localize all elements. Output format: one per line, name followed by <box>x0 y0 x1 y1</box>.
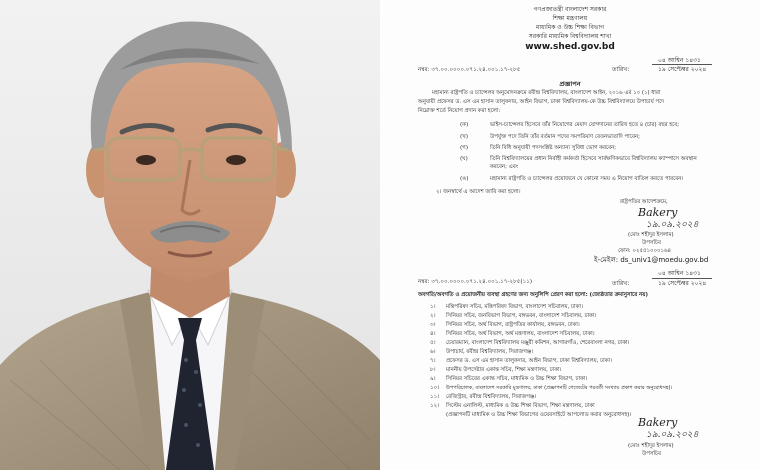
list-number: ৪। <box>430 331 436 337</box>
condition-text: করবেন; এবং <box>490 164 519 170</box>
list-item: সিনিয়র সচিব, অর্থ বিভাগ, অর্থ মন্ত্রণালয়, বাংলাদেশ সচিবালয়, ঢাকা। <box>446 331 595 337</box>
list-number: ৫। <box>430 340 436 346</box>
condition-number: (ক) <box>460 122 469 128</box>
list-number: ১১। <box>430 394 440 400</box>
list-item: প্রফেসর ড. এস এম হাসান তালুকদার, আইন বিভাগ, ঢাকা বিশ্ববিদ্যালয়, ঢাকা। <box>446 358 612 364</box>
list-item: মাননীয় উপদেষ্টার একান্ত সচিব, শিক্ষা মন্ত্রণালয়, ঢাকা। <box>446 367 562 373</box>
header-line-2: শিক্ষা মন্ত্রণালয় <box>552 15 588 22</box>
date-english-2: ১৯ সেপ্টেম্বর ২০২৪ <box>658 280 707 287</box>
signer-name-2: (মোঃ শহীদুর ইসলাম) <box>628 443 674 449</box>
condition-number: (ঘ) <box>460 156 468 162</box>
by-order-text: রাষ্ট্রপতির আদেশক্রমে, <box>620 199 668 205</box>
list-number: ৭। <box>430 358 436 364</box>
list-item: (প্রজ্ঞাপনটি মাধ্যমিক ও উচ্চ শিক্ষা বিভাগের ওয়েবসাইটে আপলোড করার অনুরোধসহ)। <box>446 412 632 418</box>
list-number: ৬। <box>430 349 436 355</box>
date-label: তারিখ: <box>612 66 630 73</box>
date-divider <box>652 64 712 65</box>
signer-name: (মোঃ শহীদুর ইসলাম) <box>628 232 674 238</box>
signature-scribble: Bakery <box>638 206 678 219</box>
notification-title: প্রজ্ঞাপন <box>559 80 581 88</box>
condition-number: (ঙ) <box>460 176 469 182</box>
condition-number: (খ) <box>460 134 469 140</box>
phone-number: ফোন: ০২৫৫১০০০১৬৪ <box>618 248 671 254</box>
date-divider-2 <box>652 278 712 279</box>
list-number: ১। <box>430 304 436 310</box>
signer-title: উপসচিব <box>642 240 661 246</box>
list-item: মন্ত্রিপরিষদ সচিব, মন্ত্রিপরিষদ বিভাগ, বাংলাদেশ সচিবালয়, ঢাকা। <box>446 304 583 310</box>
header-line-3: মাধ্যমিক ও উচ্চ শিক্ষা বিভাগ <box>535 24 605 31</box>
list-item: সিনিয়র সচিব, জনবিভাগ বিভাগ, বঙ্গভবন, বাংলাদেশ সচিবালয়, ঢাকা। <box>446 313 597 319</box>
list-item: সিনিয়র সচিব, অর্থ বিভাগ, রাষ্ট্রপতির কার্যালয়, বঙ্গভবন, ঢাকা। <box>446 322 580 328</box>
list-number: ২। <box>430 313 436 319</box>
condition-number: (গ) <box>460 145 469 151</box>
condition-text: ভাইস-চ্যান্সেলর হিসেবে তাঁর নিয়োগের মেয়াদ যোগদানের তারিখ হতে ৪ (চার) বছর হবে; <box>490 122 680 128</box>
signature-date: ১৯.০৯.২০২৪ <box>646 220 699 230</box>
paragraph-2: ২। জনস্বার্থে এ আদেশ জারি করা হলো। <box>436 189 521 195</box>
condition-text: মহামান্য রাষ্ট্রপতি ও চ্যান্সেলর প্রয়োজনে যে কোনো সময় এ নিয়োগ বাতিল করতে পারবেন। <box>490 176 684 182</box>
list-number: ১২। <box>430 403 440 409</box>
distribution-title: অবগতি/অবগতি ও প্রয়োজনীয় ব্যবস্থা গ্রহণের জন্য অনুলিপি প্রেরণ করা হলো: (জ্যেষ্ঠতার ক্রমানুসারে নয়) <box>418 292 648 298</box>
date-bangla: ০৪ আশ্বিন ১৪৩১ <box>658 57 701 64</box>
signature-date-2: ১৯.০৯.২০২৪ <box>646 430 699 440</box>
memo-number-1: নম্বর: ৩৭.০০.০০০০.০৭১.২৪.০০১.১৭-২৮৫ <box>418 67 521 73</box>
list-number: ১০। <box>430 385 440 391</box>
date-label-2: তারিখ: <box>612 280 630 287</box>
list-item: উপাচার্য, রবীন্দ্র বিশ্ববিদ্যালয়, সিরাজগঞ্জ। <box>446 349 534 355</box>
website-link[interactable]: www.shed.gov.bd <box>525 42 615 52</box>
intro-line-2: অনুযায়ী প্রফেসর ড. এস এম হাসান তালুকদার, আইন বিভাগ, ঢাকা বিশ্ববিদ্যালয়-কে উচ্চ বিশ্ববিদ্যালয়ে উপাচার্য পদে <box>418 99 665 105</box>
list-item: সিনিয়র সচিবের একান্ত সচিব, মাধ্যমিক ও উচ্চ শিক্ষা বিভাগ, ঢাকা। <box>446 376 588 382</box>
condition-text: তিনি বিশ্ববিদ্যালয়ের প্রধান নির্বাহী কর্মকর্তা হিসেবে সার্বক্ষণিকভাবে বিশ্ববিদ্যালয় ক্যাম্পাসে অবস্থান <box>490 156 697 162</box>
header-line-1: গণপ্রজাতন্ত্রী বাংলাদেশ সরকার <box>533 6 607 13</box>
condition-text: উপর্যুক্ত পদে তিনি তাঁর বর্তমান পদের সমপরিমাণ বেতনভাতাদি পাবেন; <box>490 134 640 140</box>
email-address[interactable]: ই-মেইল: ds_univ1@moedu.gov.bd <box>594 256 709 264</box>
memo-number-2: নম্বর: ৩৭.০০.০০০০.০৭১.২৪.০০১.১৭-২৮৫(১১) <box>418 279 533 285</box>
intro-line-1: মহামান্য রাষ্ট্রপতি ও চ্যান্সেলর অনুমোদনক্রমে রবীন্দ্র বিশ্ববিদ্যালয়, বাংলাদেশ আইন, ২০১৬ এর ১০ (১) ধারা <box>432 90 661 96</box>
list-number: ৯। <box>430 376 436 382</box>
date-english: ১৯ সেপ্টেম্বর ২০২৪ <box>658 66 707 73</box>
list-item: চেয়ারম্যান, বাংলাদেশ বিশ্ববিদ্যালয় মঞ্জুরী কমিশন, আগারগাঁও, শেরেবাংলা নগর, ঢাকা। <box>446 340 630 346</box>
signature-scribble-2: Bakery <box>638 416 678 429</box>
list-item: রেজিস্ট্রার, রবীন্দ্র বিশ্ববিদ্যালয়, সিরাজগঞ্জ। <box>446 394 537 400</box>
header-line-4: সরকারি মাধ্যমিক বিশ্ববিদ্যালয় শাখা <box>528 33 612 40</box>
signer-title-2: উপসচিব <box>642 451 661 457</box>
list-number: ৮। <box>430 367 436 373</box>
condition-text: তিনি বিধি অনুযায়ী পদসংশ্লিষ্ট অন্যান্য সুবিধা ভোগ করবেন; <box>490 145 617 151</box>
date-bangla-2: ০৪ আশ্বিন ১৪৩১ <box>658 270 701 277</box>
list-item: উপপরিচালক, বাংলাদেশ সরকারি মুদ্রণালয়, ঢাকা (প্রজ্ঞাপনটি গেজেটের পরবর্তী সংখ্যায় প্রকাশ করার অনুরোধসহ)। <box>446 385 673 391</box>
intro-line-3: নিম্নোক্ত শর্তে নিয়োগ প্রদান করা হলো: <box>418 108 501 114</box>
government-notification-document <box>380 0 760 470</box>
list-item: সিস্টেম এনালিস্ট, মাধ্যমিক ও উচ্চ শিক্ষা বিভাগ, শিক্ষা মন্ত্রণালয়, ঢাকা <box>446 403 595 409</box>
list-number: ৩। <box>430 322 436 328</box>
